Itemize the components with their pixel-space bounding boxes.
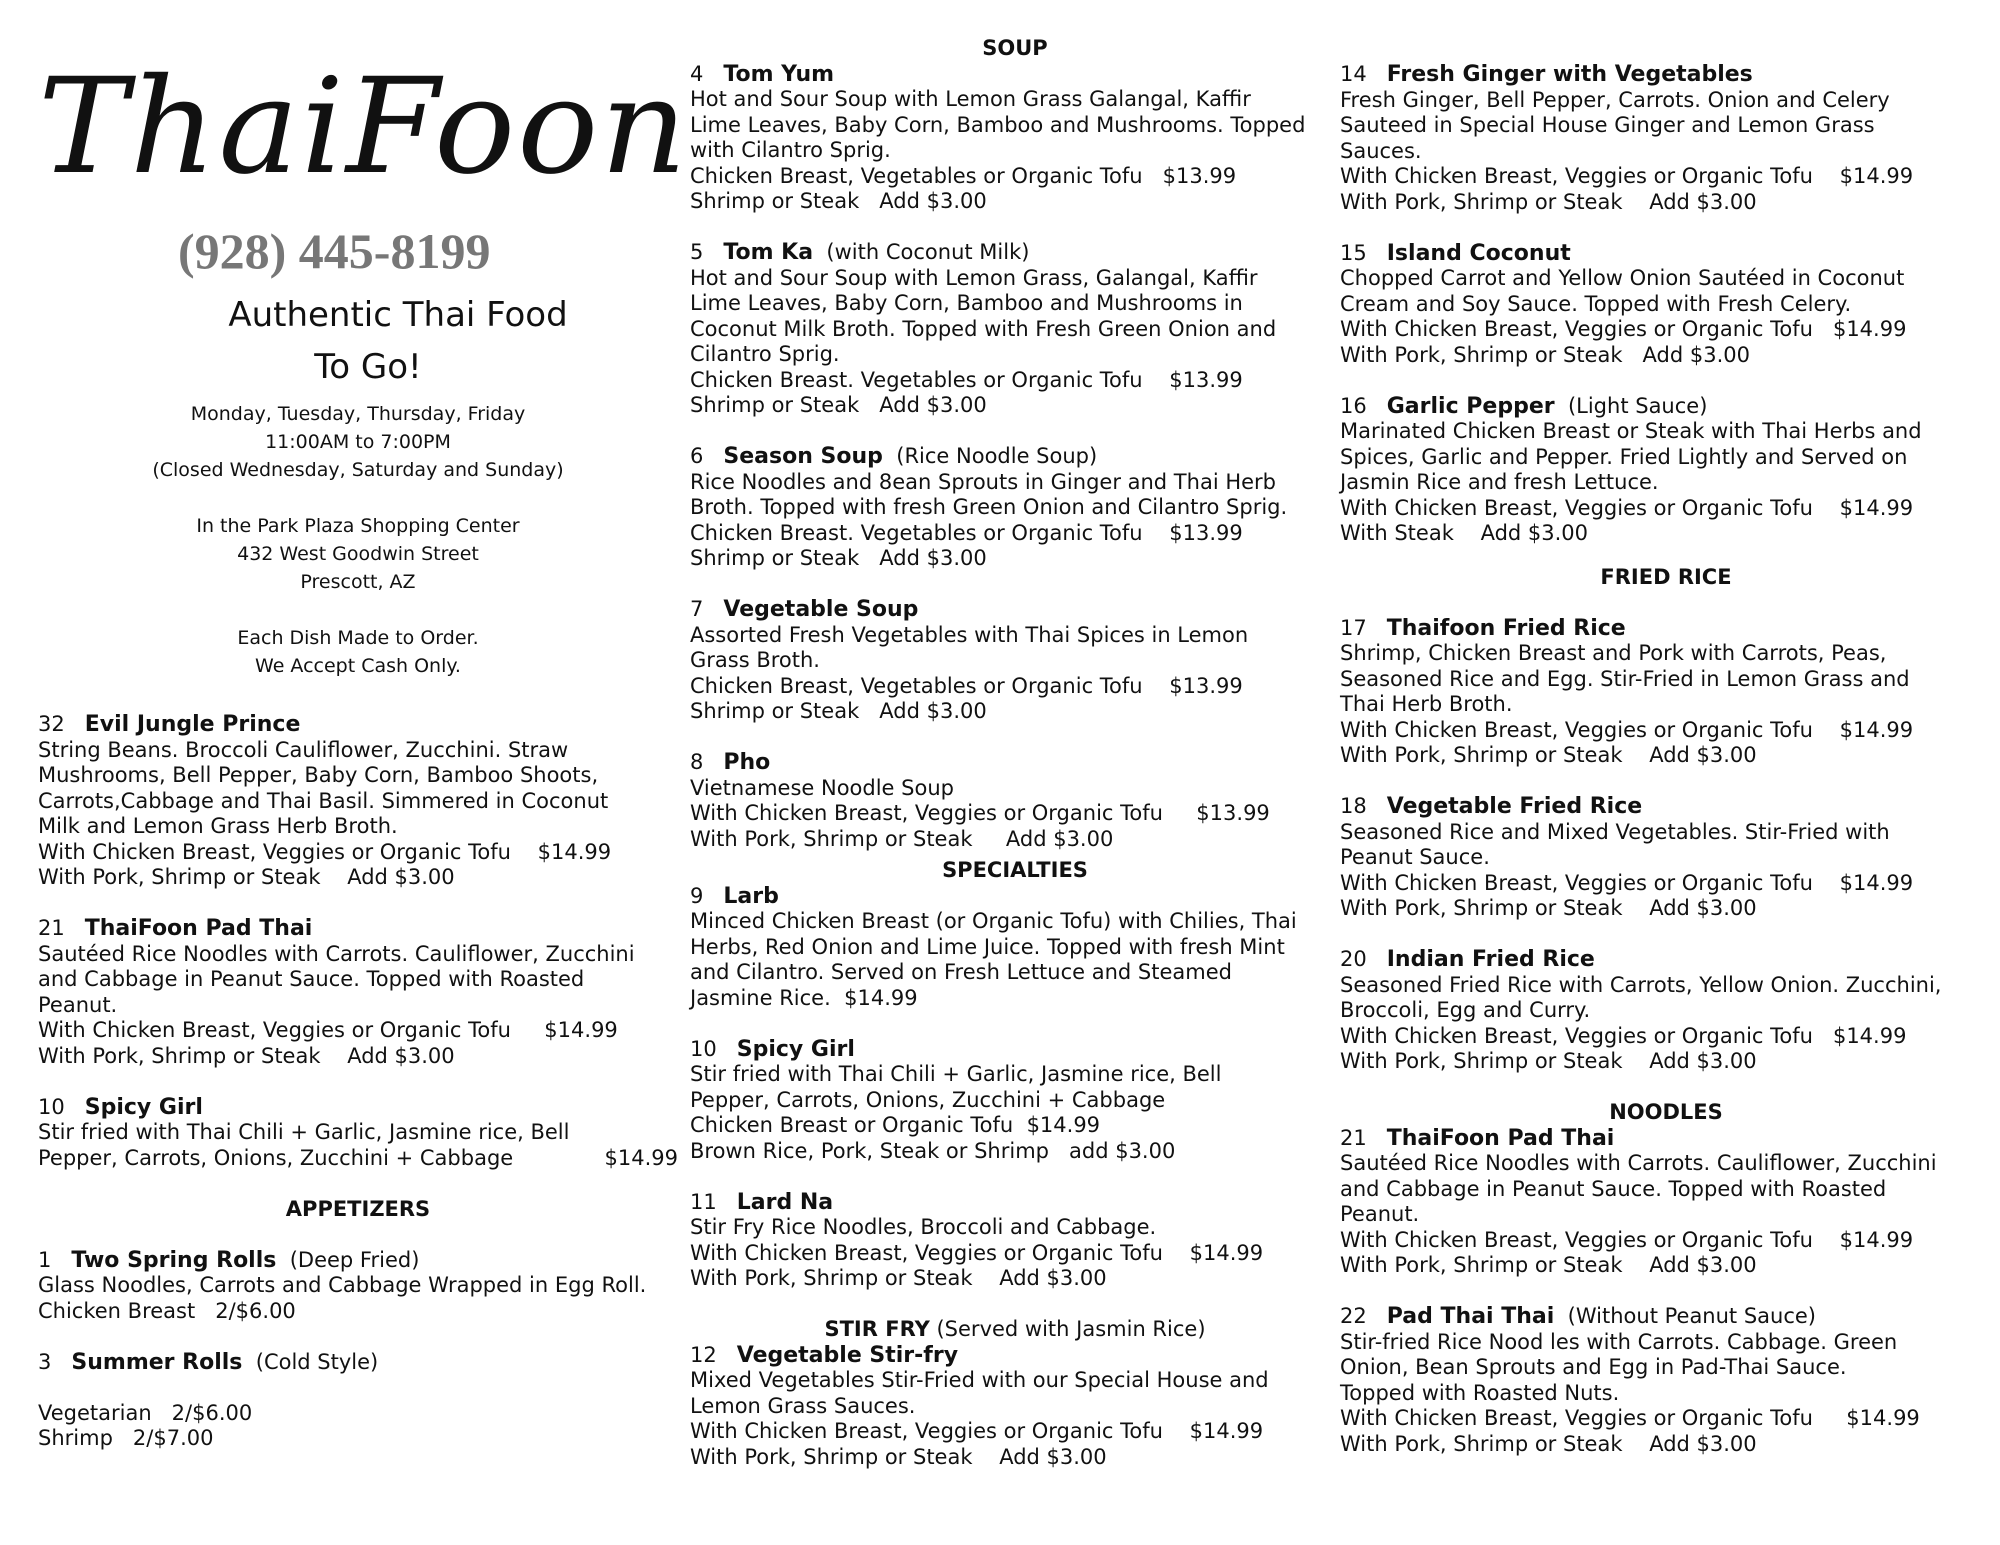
item-description-line: Herbs, Red Onion and Lime Juice. Topped with fresh Mint bbox=[690, 934, 1285, 959]
item-name: ThaiFoon Pad Thai bbox=[84, 916, 313, 941]
section-title bbox=[690, 1317, 1340, 1343]
item-description-line: With Chicken Breast, Veggies or Organic Tofu $14.99 bbox=[1340, 1023, 1907, 1048]
item-description-line: Shrimp or Steak Add $3.00 bbox=[690, 189, 987, 213]
phone-number[interactable]: (928) 445-8199 bbox=[178, 223, 491, 279]
menu-item bbox=[1340, 794, 1992, 922]
menu-item bbox=[1340, 62, 1992, 215]
item-description-line: With Pork, Shrimp or Steak Add $3.00 bbox=[1340, 342, 1750, 367]
item-description-line: Grass Broth. bbox=[690, 648, 820, 672]
item-name: Evil Jungle Prince bbox=[84, 712, 301, 737]
address-line: In the Park Plaza Shopping Center bbox=[196, 515, 520, 537]
item-name: Pad Thai Thai bbox=[1386, 1304, 1555, 1329]
hours-line: (Closed Wednesday, Saturday and Sunday) bbox=[152, 459, 564, 481]
menu-item-heading bbox=[38, 916, 678, 942]
item-description-line: Brown Rice, Pork, Steak or Shrimp add $3.00 bbox=[690, 1138, 1176, 1163]
item-description-line: With Chicken Breast, Veggies or Organic Tofu $14.99 bbox=[1340, 717, 1914, 742]
item-name: Vegetable Fried Rice bbox=[1386, 794, 1643, 819]
item-number: 1 bbox=[38, 1247, 72, 1272]
item-description-line bbox=[38, 1375, 678, 1401]
item-description-line: Topped with Roasted Nuts. bbox=[1340, 1380, 1620, 1405]
section-title bbox=[690, 36, 1340, 62]
item-description-line: Broth. Topped with fresh Green Onion and Cilantro Sprig. bbox=[690, 495, 1288, 519]
item-number: 16 bbox=[1340, 393, 1387, 418]
item-description-line: Marinated Chicken Breast or Steak with Thai Herbs and bbox=[1340, 419, 1922, 443]
item-description-line: Milk and Lemon Grass Herb Broth. bbox=[38, 814, 398, 838]
item-number: 12 bbox=[690, 1342, 737, 1367]
item-description-line: Minced Chicken Breast (or Organic Tofu) with Chilies, Thai bbox=[690, 909, 1297, 933]
item-name: Tom Yum bbox=[723, 61, 835, 87]
menu-item bbox=[690, 444, 1340, 572]
item-note: (Without Peanut Sauce) bbox=[1554, 1304, 1817, 1328]
menu-item-heading bbox=[690, 1190, 1340, 1216]
item-number: 15 bbox=[1340, 240, 1387, 265]
item-description-line: Chicken Breast. Vegetables or Organic Tofu $13.99 bbox=[690, 367, 1243, 392]
menu-item-heading bbox=[1340, 794, 1992, 820]
item-description-line: Chicken Breast 2/$6.00 bbox=[38, 1298, 296, 1323]
item-description-line: Stir-fried Rice Nood les with Carrots. Cabbage. Green bbox=[1340, 1329, 1898, 1354]
item-number: 21 bbox=[1340, 1125, 1387, 1150]
item-description-line: with Cilantro Sprig. bbox=[690, 138, 891, 162]
item-description-line: Chopped Carrot and Yellow Onion Sautéed in Coconut bbox=[1340, 266, 1905, 290]
hours-line: 11:00AM to 7:00PM bbox=[265, 431, 451, 453]
item-name: Lard Na bbox=[736, 1189, 834, 1215]
item-description-line: With Chicken Breast, Veggies or Organic Tofu $14.99 bbox=[1340, 164, 1914, 188]
item-description-line: Thai Herb Broth. bbox=[1340, 692, 1513, 716]
item-description-line: With Pork, Shrimp or Steak Add $3.00 bbox=[1340, 896, 1757, 920]
menu-item bbox=[690, 1343, 1340, 1471]
item-note: (Light Sauce) bbox=[1554, 393, 1708, 418]
menu-item bbox=[690, 62, 1340, 215]
item-description-line: Pepper, Carrots, Onions, Zucchini + Cabbage bbox=[38, 1145, 514, 1170]
item-description-line: Coconut Milk Broth. Topped with Fresh Green Onion and bbox=[690, 316, 1277, 341]
menu-item bbox=[1340, 1126, 1992, 1279]
menu-item-heading bbox=[1340, 394, 1992, 420]
item-description-line: Spices, Garlic and Pepper. Fried Lightly and Served on bbox=[1340, 444, 1908, 469]
item-description-line: Seasoned Rice and Egg. Stir-Fried in Lemon Grass and bbox=[1340, 666, 1910, 691]
item-description-line: Chicken Breast, Vegetables or Organic Tofu $13.99 bbox=[690, 163, 1237, 188]
item-description-line: With Chicken Breast, Veggies or Organic Tofu $14.99 bbox=[1340, 870, 1914, 895]
item-description-line: Mushrooms, Bell Pepper, Baby Corn, Bamboo Shoots, bbox=[38, 763, 599, 787]
item-description-line: Broccoli, Egg and Curry. bbox=[1340, 998, 1591, 1022]
menu-column-3 bbox=[1340, 62, 1992, 1483]
item-description-line: Stir Fry Rice Noodles, Broccoli and Cabbage. bbox=[690, 1215, 1157, 1239]
item-description-line: Onion, Bean Sprouts and Egg in Pad-Thai Sauce. bbox=[1340, 1355, 1847, 1379]
item-number: 10 bbox=[38, 1094, 85, 1119]
item-description-line: With Pork, Shrimp or Steak Add $3.00 bbox=[38, 1043, 455, 1068]
item-number: 4 bbox=[690, 61, 724, 86]
item-name: Season Soup bbox=[723, 444, 883, 469]
item-description-line: With Steak Add $3.00 bbox=[1340, 521, 1589, 545]
logo: ThaiFoon bbox=[38, 50, 690, 204]
section-title-text: STIR FRY bbox=[824, 1317, 930, 1341]
menu-column-2 bbox=[690, 36, 1340, 1496]
menu-item-heading bbox=[690, 62, 1340, 88]
item-description-line: With Pork, Shrimp or Steak Add $3.00 bbox=[690, 826, 1114, 851]
item-note: (Cold Style) bbox=[242, 1349, 379, 1374]
item-description-line: Shrimp or Steak Add $3.00 bbox=[690, 546, 987, 570]
menu-item-heading bbox=[690, 597, 1340, 623]
menu-item bbox=[38, 916, 678, 1069]
item-description-line: Shrimp or Steak Add $3.00 bbox=[690, 699, 987, 723]
item-description-line: Stir fried with Thai Chili + Garlic, Jasmine rice, Bell bbox=[38, 1120, 570, 1144]
item-description-line: Vegetarian 2/$6.00 bbox=[38, 1400, 253, 1425]
menu-item-heading bbox=[690, 444, 1340, 470]
address-line: Prescott, AZ bbox=[300, 571, 416, 593]
menu-item bbox=[38, 1095, 678, 1172]
item-name: Two Spring Rolls bbox=[71, 1247, 277, 1273]
section-subtitle: (Served with Jasmin Rice) bbox=[929, 1317, 1206, 1341]
menu-item bbox=[690, 1190, 1340, 1292]
menu-item-heading bbox=[1340, 1126, 1992, 1152]
menu-item bbox=[690, 884, 1340, 1012]
tagline-to-go: To Go! bbox=[314, 347, 422, 387]
item-description-line: Glass Noodles, Carrots and Cabbage Wrapped in Egg Roll. bbox=[38, 1273, 647, 1297]
item-name: Thaifoon Fried Rice bbox=[1386, 615, 1626, 641]
item-number: 11 bbox=[690, 1189, 737, 1214]
menu-item bbox=[38, 712, 678, 891]
menu-item-heading bbox=[38, 1095, 678, 1121]
item-description-line: With Chicken Breast, Veggies or Organic Tofu $14.99 bbox=[38, 839, 612, 864]
item-description-line: Jasmine Rice. $14.99 bbox=[690, 985, 918, 1010]
item-description-line: With Chicken Breast, Veggies or Organic Tofu $14.99 bbox=[1340, 1227, 1914, 1252]
item-description-line: and Cabbage in Peanut Sauce. Topped with Roasted bbox=[38, 967, 585, 991]
item-description-line: String Beans. Broccoli Cauliflower, Zucchini. Straw bbox=[38, 737, 569, 762]
item-description-line: With Pork, Shrimp or Steak Add $3.00 bbox=[1340, 1049, 1757, 1073]
item-description-line: Chicken Breast or Organic Tofu $14.99 bbox=[690, 1113, 1101, 1137]
item-description-line: With Chicken Breast, Veggies or Organic Tofu $14.99 bbox=[690, 1419, 1264, 1443]
menu-item-heading bbox=[690, 884, 1340, 910]
item-description-line: Shrimp 2/$7.00 bbox=[38, 1426, 214, 1450]
item-description-line: Chicken Breast, Vegetables or Organic Tofu $13.99 bbox=[690, 673, 1243, 698]
item-price: $14.99 bbox=[604, 1145, 678, 1170]
col1-items bbox=[38, 712, 678, 1477]
item-description-line: With Chicken Breast, Veggies or Organic Tofu $14.99 bbox=[38, 1018, 618, 1042]
menu-item-heading bbox=[1340, 241, 1992, 267]
item-name: ThaiFoon Pad Thai bbox=[1386, 1125, 1615, 1151]
item-description-line: With Pork, Shrimp or Steak Add $3.00 bbox=[38, 865, 455, 889]
menu-item bbox=[690, 750, 1340, 852]
item-description-line: Vietnamese Noodle Soup bbox=[690, 775, 954, 800]
item-description-line: and Cabbage in Peanut Sauce. Topped with Roasted bbox=[1340, 1176, 1887, 1201]
item-number: 9 bbox=[690, 883, 724, 908]
item-description-line: With Chicken Breast, Veggies or Organic Tofu $13.99 bbox=[690, 801, 1270, 825]
item-number: 32 bbox=[38, 712, 85, 736]
item-name: Summer Rolls bbox=[71, 1349, 243, 1375]
item-number: 6 bbox=[690, 444, 724, 468]
item-description-line: Lemon Grass Sauces. bbox=[690, 1393, 916, 1418]
hours-line: Monday, Tuesday, Thursday, Friday bbox=[190, 403, 526, 425]
item-number: 10 bbox=[690, 1036, 737, 1061]
item-name: Tom Ka bbox=[723, 240, 814, 265]
item-description-line: Sauteed in Special House Ginger and Lemon Grass bbox=[1340, 113, 1875, 137]
item-name: Spicy Girl bbox=[84, 1094, 203, 1120]
item-description-line: Lime Leaves, Baby Corn, Bamboo and Mushrooms in bbox=[690, 291, 1243, 315]
item-description-line: Sautéed Rice Noodles with Carrots. Cauliflower, Zucchini bbox=[38, 941, 635, 966]
menu-item bbox=[690, 597, 1340, 725]
item-number: 8 bbox=[690, 750, 724, 774]
item-description-line: Jasmin Rice and fresh Lettuce. bbox=[1340, 470, 1659, 494]
item-description-line: Chicken Breast. Vegetables or Organic Tofu $13.99 bbox=[690, 520, 1243, 545]
store-info bbox=[38, 400, 678, 680]
item-name: Spicy Girl bbox=[736, 1036, 855, 1062]
menu-item bbox=[1340, 1304, 1992, 1457]
menu-item-heading bbox=[690, 1037, 1340, 1063]
section-title-text: SPECIALTIES bbox=[942, 858, 1088, 882]
item-description-line: With Chicken Breast, Veggies or Organic Tofu $14.99 bbox=[690, 1240, 1264, 1265]
tagline-authentic: Authentic Thai Food bbox=[228, 295, 568, 335]
item-description-line: Shrimp or Steak Add $3.00 bbox=[690, 393, 987, 417]
menu-item-heading bbox=[690, 1343, 1340, 1369]
item-description-line: Fresh Ginger, Bell Pepper, Carrots. Onion and Celery bbox=[1340, 87, 1890, 112]
menu-item bbox=[1340, 947, 1992, 1075]
menu-item-heading bbox=[38, 712, 678, 738]
item-description-line: Peanut Sauce. bbox=[1340, 845, 1490, 869]
item-name: Garlic Pepper bbox=[1386, 393, 1555, 419]
item-price-row bbox=[38, 1146, 678, 1172]
item-name: Vegetable Stir-fry bbox=[736, 1342, 959, 1368]
menu-item bbox=[38, 1248, 678, 1325]
item-number: 5 bbox=[690, 240, 724, 264]
menu-item-heading bbox=[38, 1248, 678, 1274]
address-line: 432 West Goodwin Street bbox=[237, 543, 479, 565]
item-note: (with Coconut Milk) bbox=[813, 240, 1030, 264]
item-description-line: Assorted Fresh Vegetables with Thai Spices in Lemon bbox=[690, 622, 1249, 647]
item-name: Fresh Ginger with Vegetables bbox=[1386, 62, 1753, 87]
section-title-text: APPETIZERS bbox=[285, 1196, 431, 1221]
item-description-line: Cream and Soy Sauce. Topped with Fresh Celery. bbox=[1340, 291, 1852, 316]
section-title-text: NOODLES bbox=[1609, 1100, 1723, 1124]
note-line: Each Dish Made to Order. bbox=[237, 627, 479, 649]
item-description-line: and Cilantro. Served on Fresh Lettuce and Steamed bbox=[690, 960, 1232, 984]
item-name: Island Coconut bbox=[1386, 240, 1571, 266]
item-number: 22 bbox=[1340, 1304, 1387, 1328]
item-description-line: With Pork, Shrimp or Steak Add $3.00 bbox=[1340, 189, 1757, 214]
item-number: 7 bbox=[690, 597, 724, 621]
item-description-line: Cilantro Sprig. bbox=[690, 342, 840, 366]
item-name: Larb bbox=[723, 883, 779, 909]
item-description-line: Lime Leaves, Baby Corn, Bamboo and Mushrooms. Topped bbox=[690, 112, 1306, 137]
item-description-line: Mixed Vegetables Stir-Fried with our Special House and bbox=[690, 1368, 1269, 1392]
item-description-line: Shrimp, Chicken Breast and Pork with Carrots, Peas, bbox=[1340, 641, 1887, 665]
item-description-line: Carrots,Cabbage and Thai Basil. Simmered in Coconut bbox=[38, 788, 609, 813]
menu-item-heading bbox=[38, 1350, 678, 1376]
item-number: 21 bbox=[38, 916, 85, 940]
menu-item bbox=[1340, 241, 1992, 369]
item-description-line: Hot and Sour Soup with Lemon Grass Galangal, Kaffir bbox=[690, 87, 1251, 111]
item-description-line: With Pork, Shrimp or Steak Add $3.00 bbox=[690, 1266, 1107, 1290]
item-name: Vegetable Soup bbox=[723, 597, 919, 622]
item-description-line: With Chicken Breast, Veggies or Organic Tofu $14.99 bbox=[1340, 495, 1914, 520]
item-name: Indian Fried Rice bbox=[1386, 947, 1595, 972]
item-description-line: Rice Noodles and 8ean Sprouts in Ginger and Thai Herb bbox=[690, 469, 1277, 494]
menu-item bbox=[1340, 616, 1992, 769]
section-title-text: FRIED RICE bbox=[1600, 564, 1732, 589]
menu-item bbox=[690, 240, 1340, 419]
item-description-line: With Pork, Shrimp or Steak Add $3.00 bbox=[1340, 1253, 1757, 1277]
item-number: 17 bbox=[1340, 615, 1387, 640]
item-description-line: With Pork, Shrimp or Steak Add $3.00 bbox=[690, 1444, 1107, 1469]
item-note: (Rice Noodle Soup) bbox=[882, 444, 1098, 468]
item-description-line: Stir fried with Thai Chili + Garlic, Jasmine rice, Bell bbox=[690, 1062, 1222, 1086]
item-description-line: With Chicken Breast, Veggies or Organic Tofu $14.99 bbox=[1340, 317, 1907, 341]
item-description-line: Sauces. bbox=[1340, 138, 1422, 163]
item-description-line: With Pork, Shrimp or Steak Add $3.00 bbox=[1340, 743, 1757, 767]
note-line: We Accept Cash Only. bbox=[255, 655, 461, 677]
item-number: 14 bbox=[1340, 62, 1387, 86]
item-number: 3 bbox=[38, 1349, 72, 1374]
section-title-text: SOUP bbox=[982, 36, 1048, 60]
menu-item bbox=[1340, 394, 1992, 547]
item-description-line: Seasoned Rice and Mixed Vegetables. Stir-Fried with bbox=[1340, 819, 1890, 844]
item-description-line: Seasoned Fried Rice with Carrots, Yellow Onion. Zucchini, bbox=[1340, 972, 1942, 997]
menu-item-heading bbox=[690, 750, 1340, 776]
menu-item-heading bbox=[1340, 947, 1992, 973]
item-description-line: With Chicken Breast, Veggies or Organic Tofu $14.99 bbox=[1340, 1406, 1920, 1430]
item-description-line: Sautéed Rice Noodles with Carrots. Cauliflower, Zucchini bbox=[1340, 1151, 1937, 1175]
item-number: 18 bbox=[1340, 794, 1387, 818]
item-note: (Deep Fried) bbox=[276, 1247, 420, 1272]
menu-item-heading bbox=[690, 240, 1340, 266]
item-name: Pho bbox=[723, 750, 771, 775]
section-title bbox=[1340, 565, 1992, 591]
menu-item-heading bbox=[1340, 616, 1992, 642]
menu-item bbox=[690, 1037, 1340, 1165]
menu-item-heading bbox=[1340, 62, 1992, 88]
item-description-line: Peanut. bbox=[38, 992, 118, 1017]
section-title bbox=[38, 1197, 678, 1223]
item-description-line: Peanut. bbox=[1340, 1202, 1420, 1226]
item-description-line: Hot and Sour Soup with Lemon Grass, Galangal, Kaffir bbox=[690, 265, 1258, 290]
section-title bbox=[1340, 1100, 1992, 1126]
item-description-line: Pepper, Carrots, Onions, Zucchini + Cabbage bbox=[690, 1087, 1166, 1112]
menu-item-heading bbox=[1340, 1304, 1992, 1330]
section-title bbox=[690, 858, 1340, 884]
item-number: 20 bbox=[1340, 947, 1387, 971]
menu-item bbox=[38, 1350, 678, 1452]
item-description-line: With Pork, Shrimp or Steak Add $3.00 bbox=[1340, 1431, 1757, 1456]
